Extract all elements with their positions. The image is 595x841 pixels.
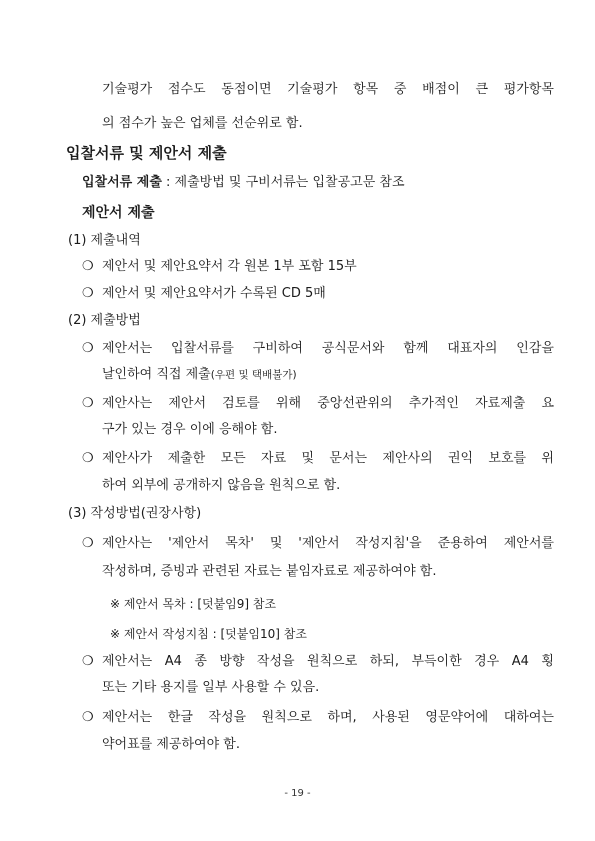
sub2-item-1-line-1 [102, 341, 554, 357]
bullet-icon: ❍ [82, 259, 94, 274]
bullet-icon: ❍ [82, 396, 94, 411]
sub2-item-2-line-1-text: 제안사는 제안서 검토를 위해 중앙선관위의 추가적인 자료제출 요 [102, 396, 554, 411]
sub3-item-2-line-1-text: 제안서는 A4 종 방향 작성을 원칙으로 하되, 부득이한 경우 A4 횡 [102, 654, 554, 669]
bullet-icon: ❍ [82, 451, 94, 466]
sub3-item-1-line-2: 작성하며, 증빙과 관련된 자료는 붙임자료로 제공하여야 함. [102, 564, 437, 579]
sub3-item-3-line-2: 약어표를 제공하여야 함. [102, 737, 240, 752]
sub2-item-3-line-1-text: 제안사가 제출한 모든 자료 및 문서는 제안사의 권익 보호를 위 [102, 451, 554, 466]
sub1-title: (1) 제출내역 [68, 233, 141, 248]
sub2-item-1-line-2 [102, 367, 297, 383]
bullet-icon: ❍ [82, 654, 94, 669]
sub1-item-2: 제안서 및 제안요약서가 수록된 CD 5매 [102, 286, 326, 301]
sub3-note-1: ※ 제안서 목차 : [덧붙임9] 참조 [110, 597, 277, 611]
bullet-icon: ❍ [82, 341, 94, 356]
bid-docs-line [82, 175, 405, 191]
intro-line-1 [102, 82, 554, 98]
proposal-title: 제안서 제출 [82, 205, 155, 221]
sub3-note-2: ※ 제안서 작성지침 : [덧붙임10] 참조 [110, 627, 307, 641]
sub3-title: (3) 작성방법(권장사항) [68, 506, 202, 521]
sub2-title: (2) 제출방법 [68, 313, 141, 328]
bid-docs-text: : 제출방법 및 구비서류는 입찰공고문 참조 [161, 175, 405, 190]
page-number: - 19 - [284, 788, 311, 799]
bullet-icon: ❍ [82, 710, 94, 725]
sub3-item-2-line-2: 또는 기타 용지를 일부 사용할 수 있음. [102, 680, 320, 695]
intro-line-1-text: 기술평가 점수도 동점이면 기술평가 항목 중 배점이 큰 평가항목 [102, 82, 554, 97]
bullet-icon: ❍ [82, 286, 94, 301]
sub3-item-1-line-1-text: 제안사는 '제안서 목차' 및 '제안서 작성지침'을 준용하여 제안서를 [102, 536, 554, 551]
bullet-icon: ❍ [82, 536, 94, 551]
sub2-item-1-line-2-text: 날인하여 직접 제출 [102, 367, 211, 382]
sub1-item-1: 제안서 및 제안요약서 각 원본 1부 포함 15부 [102, 259, 357, 274]
sub2-item-3-line-1 [102, 451, 554, 467]
sub3-item-2-line-1 [102, 654, 554, 670]
sub2-item-1-note: (우편 및 택배불가) [210, 369, 297, 381]
bid-docs-label: 입찰서류 제출 [82, 175, 162, 190]
sub2-item-1-line-1-text: 제안서는 입찰서류를 구비하여 공식문서와 함께 대표자의 인감을 [102, 341, 554, 356]
intro-line-2: 의 점수가 높은 업체를 선순위로 함. [102, 116, 303, 131]
sub3-item-3-line-1-text: 제안서는 한글 작성을 원칙으로 하며, 사용된 영문약어에 대하여는 [102, 710, 554, 725]
sub2-item-2-line-2: 구가 있는 경우 이에 응해야 함. [102, 422, 278, 437]
sub3-item-3-line-1 [102, 710, 554, 726]
sub3-item-1-line-1 [102, 536, 554, 552]
sub2-item-2-line-1 [102, 396, 554, 412]
sub2-item-3-line-2: 하여 외부에 공개하지 않음을 원칙으로 함. [102, 478, 341, 493]
section-title: 입찰서류 및 제안서 제출 [66, 144, 227, 162]
